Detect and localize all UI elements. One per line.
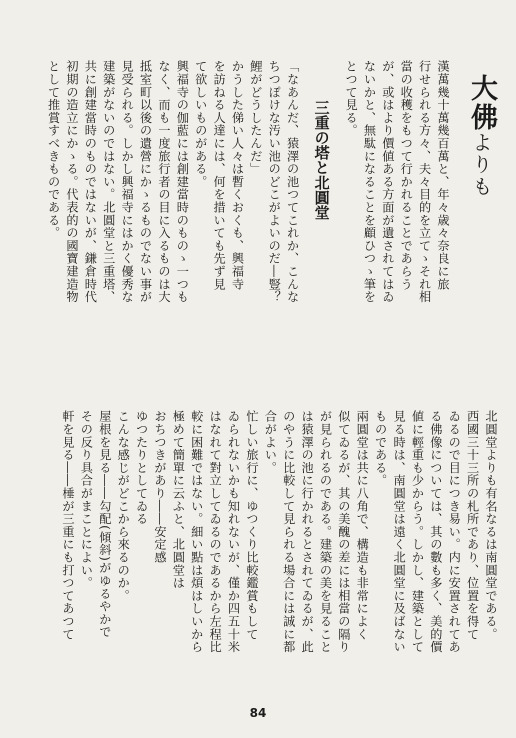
text-column: とつて見る。 [344,60,359,137]
text-column: 合がよい。 [263,410,278,474]
text-column: なく、而も一度旅行者の目に入るものは大 [156,60,171,304]
text-column: 似てゐるが、其の美醜の差には相當の隔り [336,410,351,654]
text-column: は猿澤の池に行かれるとされてゐるが、此 [300,410,315,654]
text-column: を訪ねる人達には、何を措いても先ず見 [212,60,227,291]
text-column: かうした俤い人々は暫くおくも、興福寺 [230,60,245,291]
article-title [462,74,500,392]
page-number: 84 [249,706,267,720]
text-column: その反り具合がまことによい。 [79,410,94,590]
text-column: として推賞すべきものである。 [46,60,61,240]
text-column: 行せられる方々、夫々目的を立てゝそれ相 [417,60,432,304]
text-column: のやうに比較して見られる場合には誠に都 [281,410,296,654]
text-column: 共に創建當時のものではないが、鎌倉時代 [83,60,98,304]
text-column: 較に困難ではない。細い點は煩はしいから [189,410,204,654]
text-column: はなれて對立してゐるのであるから左程比 [208,410,223,654]
text-column: ゐるので目につき易い。内に安置されてあ [447,410,462,654]
text-column: 興福寺の伽藍には創建當時のものゝ一つも [175,60,190,304]
text-column: が、或はより價値ある方面が遺されてはゐ [380,60,395,304]
text-column: 値に輕重も少からう。しかし、建築として [410,410,425,654]
text-column: 屋根を見る――勾配(傾斜)がゆるやかで [97,410,112,639]
text-column: ゐられないかも知れないが、僅か四五十米 [226,410,241,654]
text-column: ものである。 [373,410,388,487]
text-column: て欲しいものがある。 [193,60,208,188]
article-title-suffix: よりも [469,132,493,198]
upper-text-block [44,60,500,392]
text-column: 忙しい旅行に、ゆつくり比較鑑賞もして [244,410,259,641]
text-column: おちつきがあり――安定感 [152,410,167,564]
section-heading: 三重の塔と北圓堂 [312,100,331,220]
text-column: 抵室町以後の遺營にかゝるものでない事が [138,60,153,304]
text-column: 漢萬幾十萬幾百萬と、年々歳々奈良に旅 [436,60,450,291]
text-column: 見受られる。しかし興福寺にはかく優秀な [120,60,135,304]
text-column: 軒を見る――棰が三重にも打つてあつて [61,410,76,641]
text-column: 兩圓堂は共に八角で、構造も非常によく [355,410,370,641]
text-column: 當の收穫をもつて行かれることであらう [399,60,414,291]
text-column: る佛像については、其の數も多く、美的價 [428,410,443,654]
text-column: 北圓堂よりも有名なるは南圓堂である。 [484,410,498,641]
text-column: 鯉がどうしたんだ」 [248,60,263,176]
text-column: 見る時は、南圓堂は遠く北圓堂に及ばない [392,410,407,654]
text-column: 極めて簡單に云ふと、北圓堂は [171,410,186,590]
text-column: 西國三十三所の札所であり、位置を得て [465,410,480,641]
lower-text-block [59,410,500,688]
text-column: 建築がないのではない。北圓堂と三重塔、 [101,60,116,304]
article-title-main: 大佛 [466,74,497,132]
text-column: ないかと、無駄になることを顧ひつゝ筆を [362,60,377,304]
text-column: ちつぽけな汚い池のどこがよいのだ―豎？ [267,60,282,304]
text-column: 「なあんだ、猿澤の池つてこれか、こんな [285,60,300,304]
text-column: 初期の造立にかゝる。代表的の國寶建造物 [64,60,79,304]
text-column: ゆつたりとしてゐる [134,410,149,526]
text-column: が見られるのである。建築の美を見ること [318,410,333,654]
text-column: こんな感じがどこから來るのか。 [116,410,131,602]
